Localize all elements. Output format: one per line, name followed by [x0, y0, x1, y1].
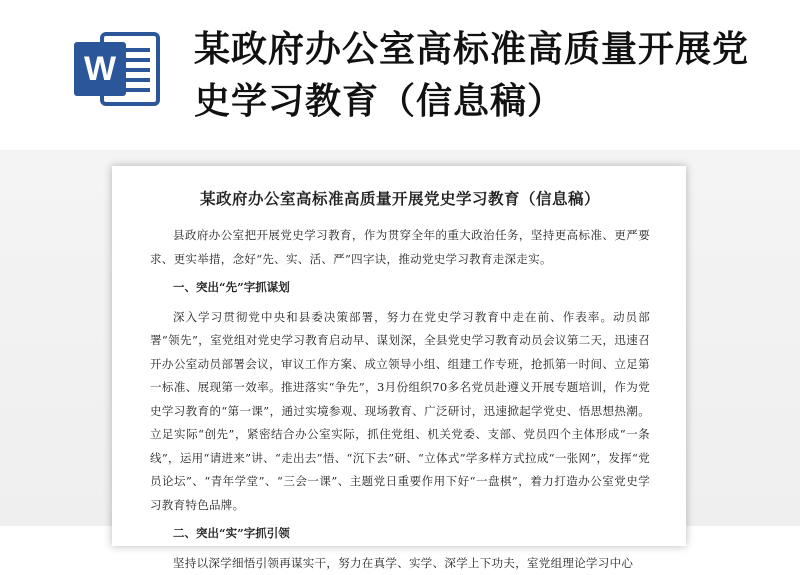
section-1-heading: 一、突出“先”字抓谋划 — [150, 276, 650, 300]
document-page — [112, 166, 686, 546]
document-body — [150, 184, 650, 575]
intro-paragraph: 县政府办公室把开展党史学习教育，作为贯穿全年的重大政治任务，坚持更高标准、更严要求、更实举措，念好“先、实、活、严”四字诀，推动党史学习教育走深走实。 — [150, 224, 650, 271]
document-title: 某政府办公室高标准高质量开展党史学习教育（信息稿） — [150, 188, 650, 210]
section-1-paragraph: 深入学习贯彻党中央和县委决策部署，努力在党史学习教育中走在前、作表率。动员部署“领先”，室党组对党史学习教育启动早、谋划深，全县党史学习教育动员会议第二天，迅速召开办公室动员部署会议，审议工作方案、成立领导小组、组建工作专班，抢抓第一时间、立足第一标准、展现第一效率。推进落实“争先”，3月份组织70多名党员赴遵义开展专题培训，作为党史学习教育的“第一课”，通过实境参观、现场教育、广泛研讨，迅速掀起学党史、悟思想热潮。立足实际“创先”，紧密结合办公室实际，抓住党组、机关党委、支部、党员四个主体形成“一条线”，运用“请进来”讲、“走出去”悟、“沉下去”研、“立体式”学多样方式拉成“一张网”，发挥“党员论坛”、“青年学堂”、“三会一课”、主题党日重要作用下好“一盘棋”，着力打造办公室党史学习教育特色品牌。 — [150, 306, 650, 518]
banner — [0, 0, 800, 150]
word-icon-letter: W — [84, 50, 117, 88]
banner-title: 某政府办公室高标准高质量开展党史学习教育（信息稿） — [194, 24, 774, 128]
section-2-heading: 二、突出“实”字抓引领 — [150, 522, 650, 546]
word-document-icon — [72, 28, 162, 110]
section-2-paragraph: 坚持以深学细悟引领再谋实干，努力在真学、实学、深学上下功夫，室党组理论学习中心 — [150, 552, 650, 575]
